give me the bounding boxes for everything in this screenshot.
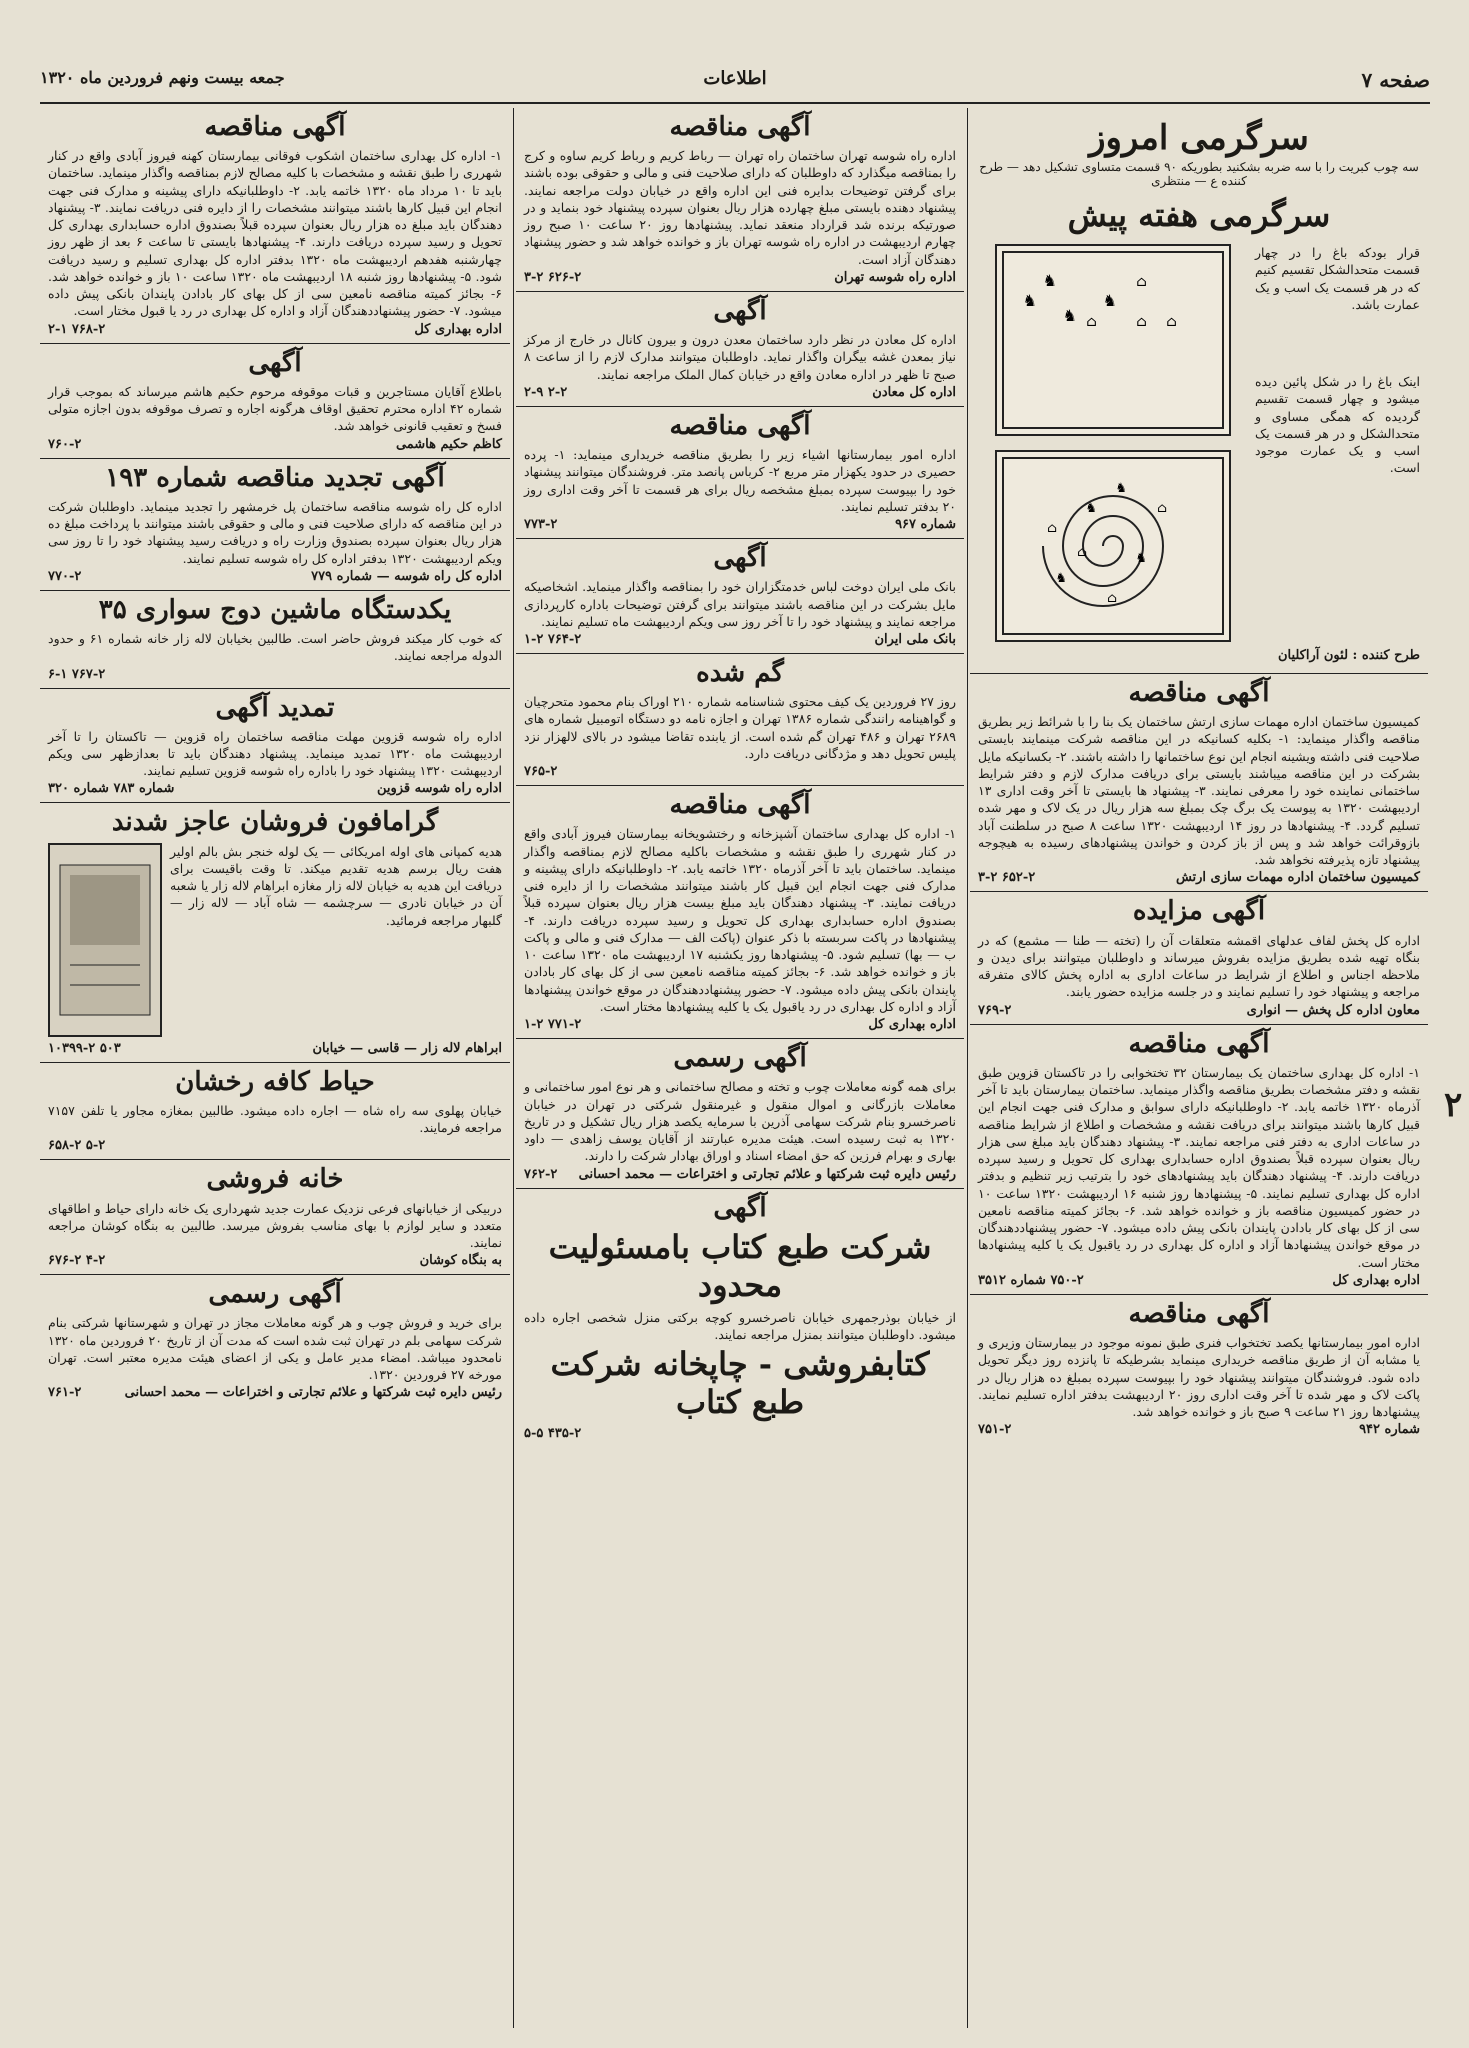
ad-title: آگهی مناقصه (669, 112, 811, 142)
ad-signature-row (48, 1253, 502, 1268)
ad-code: ۷۵۱-۲ (978, 1422, 1012, 1438)
ad-signature: اداره راه شوسه قزوین (376, 781, 502, 797)
ad-national-bank (516, 539, 964, 654)
ad-body: از خیابان بوذرجمهری خیابان ناصرخسرو کوچه برکتی منزل شخصی اجاره داده میشود. داوطلبان میتوانند بمنزل مراجعه نمایند. (524, 1309, 956, 1342)
ad-signature-row (978, 1273, 1420, 1288)
ad-tender-beds (970, 1295, 1428, 1443)
ad-body: بانک ملی ایران دوخت لباس خدمتگزاران خود را بمناقصه واگذار مینماید. اشخاصیکه مایل بشرکت در این مناقصه باشند میتوانند برای گرفتن توضیحات باداره کارپردازی مراجعه نمایند و پیشنهاد خود را تا آخر روز سی ویکم اردیبهشت ماه تسلیم نمایند. (524, 579, 956, 629)
ad-code: ۷۶۱-۲ (48, 1385, 82, 1401)
ad-code: ۷۶۸-۲ ۲-۱ (48, 321, 106, 337)
ad-title: آگهی مناقصه (1128, 678, 1270, 708)
ad-code: ۷۶۵-۲ (524, 764, 558, 780)
ad-signature: اداره راه شوسه تهران (834, 269, 956, 285)
ad-code: ۷۵۰-۲ شماره ۳۵۱۲ (978, 1272, 1084, 1288)
ad-signature: به بنگاه کوشان (419, 1253, 502, 1269)
ad-title: آگهی مناقصه (669, 410, 811, 441)
ad-signature-row (48, 437, 502, 452)
ad-signature: رئیس دایره ثبت شرکتها و علائم تجارتی و اختراعات — محمد احسانی (124, 1385, 502, 1401)
ad-retender (40, 459, 510, 591)
ad-signature-row (524, 632, 956, 647)
ad-code: ۷۶۷-۲ ۶-۱ (48, 666, 106, 682)
ad-code: ۷۶۹-۲ (978, 1002, 1012, 1018)
svg-text:♞: ♞ (1114, 481, 1127, 496)
puzzle-text-2: اینک باغ را در شکل پائین دیده میشود و چهار قسمت تقسیم گردیده که همگی مساوی و متحدالشکل و در هر قسمت یک اسب و یک عمارت موجود است. (1255, 374, 1420, 476)
ad-tender-hospital-qazvin (970, 1025, 1428, 1295)
ad-title: آگهی مناقصه (669, 790, 811, 821)
puzzle-subtitle: سه چوب کبریت را با سه ضربه بشکنید بطوریکه ۹۰ قسمت متساوی تشکیل دهد — طرح کننده ع — منتظری (979, 160, 1419, 188)
ad-title: آگهی مناقصه (1128, 1028, 1270, 1059)
ad-title: آگهی (713, 543, 767, 574)
ad-title: حیاط کافه رخشان (175, 1066, 375, 1097)
ad-lost (516, 654, 964, 786)
ad-body: اداره امور بیمارستانها اشیاء زیر را بطریق مناقصه خریداری مینماید: ۱- پرده حصیری در حدود یکهزار متر مربع ۲- کرباس پانصد متر. فروشندگان میتوانند پیشنهاد خود را بپیوست سپرده بمبلغ مشخصه ریال برای هر قسمت تا آخر وقت اداری روز ۲۰ بدفتر تسلیم نمایند. (524, 447, 956, 514)
ad-body: روز ۲۷ فروردین یک کیف محتوی شناسنامه شماره ۲۱۰ اوراک بنام محمود متحرچیان و گواهینامه رانندگی شماره ۱۳۸۶ تهران و اجازه نامه دو دستگاه اتومبیل شماره های ۲۶۸۹ تهران و ۴۸۶ تهران گم شده است. از یابنده تقاضا میشود در بالای لالهزار نزد پلیس تحویل دهد و مژدگانی دریافت دارد. (524, 694, 956, 761)
svg-text:⌂: ⌂ (1165, 314, 1177, 330)
ad-title: آگهی مناقصه (204, 112, 346, 142)
ad-signature: اداره کل معادن (872, 384, 956, 400)
ad-signature-row (978, 870, 1420, 885)
ad-code: ۵-۲ ۶۵۸-۲ (48, 1138, 106, 1154)
ad-signature-row (524, 764, 956, 779)
ad-signature: معاون اداره کل پخش — انواری (1246, 1002, 1420, 1018)
svg-text:♞: ♞ (1102, 291, 1117, 310)
ad-code: ۴۳۵-۲ ۵-۵ (524, 1425, 582, 1441)
ad-body: کمیسیون ساختمان اداره مهمات سازی ارتش ساختمان یک بنا را با شرائط زیر بطریق مناقصه واگذار مینماید: ۱- بکلیه کسانیکه در این مناقصه شرکت مینمایند بایستی صلاحیت فنی داشته ویشینه انجام این نوع ساختمانها را داشته باشند. ۲- بکسانیکه مایل بشرکت در این مناقصه میباشند بایستی برای دریافت مدارک لازم و دفتر شرایط ساختمانی نماینده خود را معرفی نمایند. ۳- پیشنهاد ها بایستی تا آخر وقت اداری ۱۳ اردیبهشت ۱۳۲۰ به پیوست یک برگ چک بمبلغ سه هزار ریال در یک لاک و مهر شده تسلیم گردد. ۴- پیشنهادها در روز ۱۴ اردیبهشت ۱۳۲۰ ساعت ۸ صبح در سلطنت آباد بازوقرائت خواهد شد و پس از باز کردن و خواندن پیشنهادهای رسیده به هیچوجه پیشنهاد تازه پذیرفته نخواهد شد. (978, 714, 1420, 868)
ad-code: ۷۶۰-۲ (48, 436, 82, 452)
left-column (40, 108, 510, 2028)
ad-body: اداره کل راه شوسه مناقصه ساختمان پل خرمشهر را تجدید مینماید. داوطلبان شرکت در این مناقصه که دارای صلاحیت فنی و مالی و حقوقی باشند میتوانند با پرداخت مبلغ ده هزار ریال بعنوان سپرده بصندوق وزارت راه و دریافت رسید پیشنهاد خود را تا روز سی ویکم اردیبهشت ۱۳۲۰ بدفتر اداره کل راه شوسه تسلیم نمایند. (48, 498, 502, 566)
ad-body: ۱- اداره کل بهداری ساختمان اشکوب فوقانی بیمارستان کهنه فیروز آبادی واقع در کنار شهرری را طبق نقشه و مشخصات با کلیه مصالح لازم بمناقصه واگذار مینماید. ساختمان باید تا ۱۰ مرداد ماه ۱۳۲۰ خاتمه یابد. ۲- داوطلبانیکه دارای پیشینه و مدارک فنی جهت انجام این قبیل کارها باشند میتوانند مشخصات را از دایره فنی دریافت نمایند. ۳- پیشنهاد دهندگان باید مبلغ ده هزار ریال بعنوان سپرده قبلاً بصندوق اداره حسابداری بهداری کل تحویل و رسید سپرده دریافت دارند. ۴- پیشنهادها بایستی تا ساعت ۶ بعد از ظهر روز چهارشنبه هفدهم اردیبهشت ماه ۱۳۲۰ بدفتر اداره کل بهداری تسلیم و رسید دریافت شود. ۵- پیشنهادها روز شنبه ۱۸ اردیبهشت ماه ۱۳۲۰ ساعت ۱۰ باز و خوانده خواهد شد. ۶- بجائز کمیته مناقصه نامعین سی از کل بهای کار بادادن پایندان بانکی پیش داده میشود. ۷- حضور پیشنهاددهندگان آزاد و اداره کل بهداری در رد یا قبول مختار است. (48, 148, 503, 319)
header-rule (40, 102, 1430, 104)
svg-text:⌂: ⌂ (1135, 274, 1147, 290)
ad-title: آگهی رسمی (673, 1043, 807, 1074)
ad-code: ۲-۲ ۲-۹ (524, 384, 568, 400)
ad-endowment (40, 344, 510, 459)
svg-text:♞: ♞ (1054, 571, 1067, 586)
puzzle-week-title: سرگرمی هفته پیش (1067, 196, 1331, 234)
ad-signature-row (524, 1426, 956, 1441)
ad-code: ۵۰۳ ۱۰۳۹۹-۲ (48, 1040, 121, 1056)
puzzle-text-1: قرار بودکه باغ را در چهار قسمت متحدالشکل تقسیم کنیم که در هر قسمت یک اسب و یک عمارت باشد. (1255, 245, 1420, 312)
ad-body: ۱- اداره کل بهداری ساختمان آشپزخانه و رختشویخانه بیمارستان فیروز آبادی واقع در کنار شهرری را طبق نقشه و مشخصات باکلیه مصالح لازم بمناقصه واگذار مینماید. ساختمان باید تا آخر آذرماه ۱۳۲۰ خاتمه یابد. ۲- داوطلبانیکه دارای پیشینه و مدارک فنی جهت انجام این قبیل کار باشند میتوانند مشخصات را از دایره فنی دریافت نمایند. ۳- پیشنهاد دهندگان باید مبلغ بیست هزار ریال بعنوان سپرده قبلاً بصندوق اداره حسابداری بهداری کل تحویل و رسید سپرده دریافت دارند. ۴- پیشنهادها در پاکت سربسته با ذکر عنوان (پاکت الف — مدارک فنی و مالی و پاکت ب — بها) تسلیم شود. ۵- پیشنهادها روز یکشنبه ۱۷ اردیبهشت ماه ۱۳۲۰ ساعت ۱۰ باز و خوانده خواهد شد. ۶- بجائز کمیته مناقصه نامعین سی از کل بهای کار بادادن پایندان بانکی پیش داده میشود. ۷- حضور پیشنهاددهندگان در موقع خواندن پیشنهادها آزاد و اداره کل بهداری در رد یاقبول یک یا کلیه پیشنهادها مختار است. (524, 826, 956, 1014)
publishing-company-name: شرکت طبع کتاب بامسئولیت محدود (548, 1227, 932, 1305)
ad-extension (40, 689, 510, 804)
ad-tender-upper-floor (40, 108, 510, 344)
ad-code: ۷۶۲-۲ (524, 1166, 558, 1182)
svg-text:♞: ♞ (1134, 551, 1147, 566)
ad-code: ۷۷۱-۲ ۱-۲ (524, 1017, 582, 1033)
svg-text:♞: ♞ (1062, 306, 1077, 325)
ad-title: تمدید آگهی (215, 692, 335, 723)
ad-code: شماره ۷۸۳ شماره ۳۲۰ (48, 781, 175, 797)
ad-auction (970, 892, 1428, 1024)
ad-body: اداره راه شوسه تهران ساختمان راه تهران — رباط کریم و رباط کریم ساوه و کرج را بمناقصه میگذارد که داوطلبان که دارای صلاحیت فنی و مالی و حقوقی بوده باشند برای گرفتن توضیحات بدایره فنی این اداره واقع در خیابان دولت مراجعه نمایند. پیشنهاد دهنده بایستی مبلغ چهارده هزار ریال بعنوان سپرده پیشنهاد خود بنماید و در صورتیکه برنده شد قرارداد منعقد نماید. پیشنهادها روز ۲۰ ساعت ۱۰ صبح روز چهارم اردیبهشت در اداره راه شوسه تهران باز و خوانده خواهد شد و حضور پیشنهاد دهندگان آزاد است. (524, 148, 957, 267)
svg-text:♞: ♞ (1042, 271, 1057, 290)
ad-body: هدیه کمپانی های اوله امریکائی — یک لوله خنجر بش بالم اولیر هفت ریال برسم هدیه تقدیم میکند. تا وقت باقیست برای دریافت این هدیه به خیابان لاله زار مغازه ابراهام لاله زار یا شعبه آن در خیابان نادری — سرچشمه — شاه آباد — لاله زار — گلبهار مراجعه فرمائید. (170, 843, 502, 928)
ad-signature: اداره بهداری کل (868, 1017, 956, 1033)
ad-signature: ابراهام لاله زار — قاسی — خیابان (312, 1040, 502, 1056)
ad-signature-row (524, 270, 956, 285)
svg-text:⌂: ⌂ (1085, 314, 1097, 330)
ad-tender-supplies (516, 407, 964, 539)
ad-code: ۶۵۲-۲ ۳-۲ (978, 870, 1036, 886)
ad-body: باطلاع آقایان مستاجرین و قبات موقوفه مرحوم حکیم هاشم میرساند که بموجب قرار شماره ۴۲ اداره محترم تحقیق اوقاف هرگونه اجاره و تصرف موقوفه بدون اجازه متولی فسخ و تعقیب قانونی خواهد شد. (48, 383, 502, 434)
ad-body: ۱- اداره کل بهداری ساختمان یک بیمارستان ۳۲ تختخوابی را در تاکستان قزوین طبق نقشه و دفتر مشخصات بطریق مناقصه واگذار مینماید. ساختمان بیمارستان باید تا آخر آذرماه ۱۳۲۰ خاتمه یابد. ۲- داوطلبانیکه دارای سوابق و مدارک فنی جهت انجام این قبیل کارها باشند میتوانند برای دریافت نقشه و مشخصات و اطلاع از شرایط مناقصه در ساعات اداری به دفتر فنی مراجعه نمایند. ۳- پیشنهاد دهندگان باید مبلغ سی هزار ریال بعنوان سپرده قبلاً بصندوق اداره حسابداری بهداری کل تحویل و رسید سپرده دریافت دارند. ۴- پیشنهاد دهندگان باید پیشنهادهای خود را بترتیب زیر تنظیم و بدفتر اداره کل بهداری تسلیم نمایند. ۵- پیشنهادها روز شنبه ۱۶ اردیبهشت ۱۳۲۰ ساعت ۱۰ در حضور کمیسیون مناقصه باز و خوانده خواهد شد. ۶- بجائز کمیته مناقصه نامعین سی از کل بهای کار بادادن پایندان بانکی پیش داده میشود. ۷- حضور پیشنهاددهندگان در موقع خواندن پیشنهادها آزاد و اداره کل بهداری در رد یاقبول یک یا کلیه پیشنهادها مختار است. (978, 1064, 1420, 1270)
ad-code: ۴-۲ ۶۷۶-۲ (48, 1253, 106, 1269)
ad-body: اداره راه شوسه قزوین مهلت مناقصه ساختمان راه قزوین — تاکستان را تا آخر اردیبهشت ماه ۱۳۲۰ تمدید مینماید. پیشنهاد دهندگان باید تا بعدازظهر سی ویکم اردیبهشت ۱۳۲۰ پیشنهاد خود را باداره راه شوسه قزوین تسلیم نمایند. (48, 728, 503, 779)
ad-body: که خوب کار میکند فروش حاضر است. طالبین بخیابان لاله زار خانه شماره ۶۱ و حدود الدوله مراجعه نمایند. (48, 631, 502, 664)
ad-signature: کمیسیون ساختمان اداره مهمات سازی ارتش (1175, 870, 1420, 886)
puzzle-title: سرگرمی امروز (1089, 118, 1309, 158)
ad-signature-row (48, 1138, 502, 1153)
ad-title: گرامافون فروشان عاجز شدند (111, 807, 439, 838)
ad-title: آگهی (713, 1192, 767, 1223)
column-divider-right (967, 108, 968, 2028)
garden-puzzle-figure (995, 244, 1231, 436)
ad-signature-row (524, 1017, 956, 1032)
ad-body: دربیکی از خیابانهای فرعی نزدیک عمارت جدید شهرداری یک خانه دارای حیاط و اطاقهای متعدد و سایر لوازم با بهای مناسب بفروش میرسد. طالبین به بنگاه کوشان مراجعه نمایند. (48, 1200, 502, 1250)
svg-text:♞: ♞ (1084, 501, 1097, 516)
puzzle-body (978, 244, 1420, 642)
ad-title: آگهی مناقصه (1128, 1298, 1270, 1329)
ad-tender-kitchen (516, 786, 964, 1039)
ad-publishing (516, 1189, 964, 1447)
ad-signature: کاظم حکیم هاشمی (395, 436, 502, 452)
ad-signature-row (978, 1003, 1420, 1018)
ad-title: آگهی رسمی (208, 1279, 342, 1310)
puzzle-figures (978, 244, 1247, 642)
ad-code: ۶۲۶-۲ ۳-۲ (524, 269, 582, 285)
page-header (40, 68, 1430, 96)
svg-text:⌂: ⌂ (1046, 521, 1057, 536)
ad-mines (516, 292, 964, 407)
ad-signature-row (48, 569, 502, 584)
ad-signature-row (48, 667, 502, 682)
ad-code: ۷۷۰-۲ (48, 568, 82, 584)
ad-title: گم شده (696, 658, 784, 688)
svg-text:⌂: ⌂ (1076, 545, 1087, 560)
ad-house-sale (40, 1160, 510, 1275)
ad-car-sale (40, 591, 510, 689)
svg-text:⌂: ⌂ (1106, 591, 1117, 606)
middle-column (516, 108, 964, 2028)
ad-signature: شماره ۹۶۷ (895, 517, 956, 533)
paper-name: اطلاعات (703, 68, 767, 89)
ad-body: خیابان پهلوی سه راه شاه — اجاره داده میشود. طالبین بمغازه مجاور یا تلفن ۷۱۵۷ مراجعه فرمایند. (48, 1102, 502, 1136)
ad-official (516, 1039, 964, 1188)
ad-title: یکدستگاه ماشین دوج سواری ۳۵ (98, 594, 452, 625)
ad-title: آگهی مزایده (1132, 896, 1266, 927)
column-divider-left (513, 108, 514, 2028)
ad-title: آگهی تجدید مناقصه شماره ۱۹۳ (105, 462, 445, 493)
svg-text:♞: ♞ (1022, 291, 1037, 310)
puzzle-section (970, 108, 1428, 674)
ad-signature-row (48, 1385, 502, 1400)
ad-title: خانه فروشی (206, 1164, 344, 1195)
bookstore-name: کتابفروشی - چاپخانه شرکت طبع کتاب (550, 1345, 930, 1422)
ad-cafe (40, 1063, 510, 1161)
ad-code: ۷۷۳-۲ (524, 517, 558, 533)
ad-signature: اداره بهداری کل (1332, 1272, 1420, 1288)
ad-signature-row (48, 322, 502, 337)
ad-tender-army (970, 674, 1428, 892)
ad-signature-row (48, 781, 502, 796)
ad-signature: بانک ملی ایران (874, 632, 956, 647)
ad-body: برای همه گونه معاملات چوب و تخته و مصالح ساختمانی و هر نوع امور ساختمانی و معاملات بازرگانی و اموال منقول و غیرمنقول شرکتی در تهران در خیابان ناصرخسرو بنام شرکت سهامی آذرین با سرمایه یکصد هزار ریال تشکیل و در تاریخ ۱۳۲۰ به ثبت رسیده است. هیئت مدیره عبارتند از آقایان یوسف زاهدی — داود بهاری و بهرام فرزین که حق امضاء اسناد و اوراق بهادار شرکت را دارند. (524, 1079, 956, 1164)
puzzle-text (1255, 244, 1420, 479)
page-number: صفحه ۷ (1361, 68, 1430, 92)
svg-text:⌂: ⌂ (1135, 314, 1147, 330)
ad-signature: اداره کل راه شوسه — شماره ۷۷۹ (311, 568, 502, 584)
ad-body: اداره کل پخش لفاف عدلهای اقمشه متعلقات آن را (تخته — طنا — مشمع) که در بنگاه تهیه شده بطریق مزایده بفروش میرساند و داوطلبان میتوانند برای دیدن و ملاحظه اجناس و اطلاع از شرایط در ساعات اداری به اداره پخش کالای متفرقه مراجعه و پیشنهاد خود را تسلیم نمایند و در جلسه مزایده حضور یابند. (978, 932, 1420, 1000)
ad-signature-row (48, 1041, 502, 1056)
ad-title: آگهی (248, 347, 302, 378)
puzzle-designer: طرح کننده : لئون آراکلیان (1277, 648, 1420, 663)
ad-signature: اداره بهداری کل (414, 321, 502, 337)
ad-tender-road-tehran (516, 108, 964, 292)
ad-signature: رئیس دایره ثبت شرکتها و علائم تجارتی و اختراعات — محمد احسانی (578, 1166, 956, 1182)
ad-signature-row (524, 517, 956, 532)
ad-body: اداره کل معادن در نظر دارد ساختمان معدن درون و بیرون کانال در خارج از مرکز نیاز بمعدن غشه بیگران واگذار نماید. داوطلبان میتوانند مدارک لازم را از ساعت ۸ صبح تا ظهر در اداره معادن واقع در خیابان کمال الملک مراجعه نمایند. (524, 332, 956, 382)
ad-signature-row (978, 1422, 1420, 1437)
ad-official-2 (40, 1275, 510, 1406)
ad-title: آگهی (713, 295, 767, 326)
ad-signature: شماره ۹۴۲ (1359, 1422, 1420, 1438)
edge-mark: ۲ (1444, 1085, 1463, 1125)
gramophone-illustration (48, 843, 162, 1037)
svg-text:⌂: ⌂ (1156, 501, 1167, 516)
issue-date: جمعه بیست ونهم فروردین ماه ۱۳۲۰ (40, 68, 285, 87)
ad-body: اداره امور بیمارستانها یکصد تختخواب فنری طبق نمونه موجود در بیمارستان وزیری و یا مشابه آن از طریق مناقصه خریداری مینماید بشرطیکه تا پانزده روز دیگر تحویل داده شود. فروشندگان میتوانند پیشنهاد خود را بپیوست سپرده بمبلغ ده هزار ریال در پاکت لاک و مهر شده تا آخر وقت اداری روز ۲۰ اردیبهشت بدفتر اداره تسلیم نمایند. پیشنهادها روز ۲۱ ساعت ۹ صبح باز و خوانده خواهد شد. (978, 1335, 1420, 1419)
ad-signature-row (524, 1167, 956, 1182)
garden-solution-figure (995, 450, 1231, 642)
ad-signature-row (524, 385, 956, 400)
right-column (970, 108, 1428, 2028)
ad-body: برای خرید و فروش چوب و هر گونه معاملات مجاز در تهران و شهرستانها شرکتی بنام شرکت سهامی بلم در تهران ثبت شده است که مدت آن از تاریخ ۲۰ فروردین ماه ۱۳۲۰ نامحدود میباشد. امضاء مدیر عامل و یکی از اعضای هیئت مدیره معتبر است. تهران مورخه ۲۷ فروردین ۱۳۲۰. (48, 1315, 502, 1383)
ad-gramophone (40, 803, 510, 1062)
ad-code: ۷۶۴-۲ ۱-۲ (524, 632, 582, 647)
